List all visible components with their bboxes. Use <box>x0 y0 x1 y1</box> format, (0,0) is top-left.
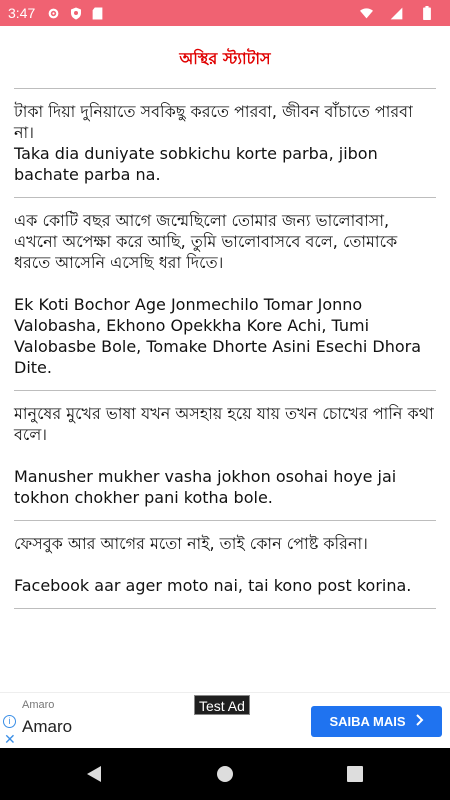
clock: 3:47 <box>8 5 36 21</box>
chevron-right-icon <box>416 714 424 729</box>
status-text-latin: Facebook aar ager moto nai, tai kono post korina. <box>14 576 412 595</box>
recents-icon[interactable] <box>345 764 365 784</box>
status-text-bengali: এক কোটি বছর আগে জন্মেছিলো তোমার জন্য ভালোবাসা, এখনো অপেক্ষা করে আছি, তুমি ভালোবাসবে বলে, তোমাকে ধরতে আসেনি এসেছি ধরা দিতে। <box>14 211 403 272</box>
list-item[interactable] <box>0 391 450 520</box>
sd-card-icon <box>91 7 104 20</box>
ad-info-icon[interactable]: i <box>3 715 16 728</box>
test-ad-badge: Test Ad <box>194 695 250 715</box>
ad-cta-label: SAIBA MAIS <box>329 714 406 729</box>
ad-advertiser-small: Amaro <box>22 699 55 711</box>
home-icon[interactable] <box>215 764 235 784</box>
divider <box>14 608 436 609</box>
status-text-latin: Taka dia duniyate sobkichu korte parba, jibon bachate parba na. <box>14 144 383 184</box>
list-item[interactable] <box>0 198 450 390</box>
status-text-latin: Ek Koti Bochor Age Jonmechilo Tomar Jonno Valobasha, Ekhono Opekkha Kore Achi, Tumi Valobasbe Bole, Tomake Dhorte Asini Esechi Dhora Dite. <box>14 295 427 377</box>
status-text-bengali: মানুষের মুখের ভাষা যখন অসহায় হয়ে যায় তখন চোখের পানি কথা বলে। <box>14 404 439 444</box>
list-item[interactable] <box>0 521 450 608</box>
ad-advertiser-name[interactable]: Amaro <box>22 717 73 736</box>
status-list[interactable] <box>0 88 450 692</box>
status-text-bengali: ফেসবুক আর আগের মতো নাই, তাই কোন পোষ্ট করিনা। <box>14 534 368 553</box>
status-bar <box>0 0 450 26</box>
battery-icon <box>420 7 433 20</box>
shield-icon <box>69 7 82 20</box>
signal-icon <box>390 7 403 20</box>
status-text-bengali: টাকা দিয়া দুনিয়াতে সবকিছু করতে পারবা, জীবন বাঁচাতে পারবা না। <box>14 102 418 142</box>
list-item[interactable] <box>0 89 450 197</box>
wifi-icon <box>360 7 373 20</box>
status-text-latin: Manusher mukher vasha jokhon osohai hoye jai tokhon chokher pani kotha bole. <box>14 467 402 507</box>
page-title: অস্থির স্ট্যাটাস <box>179 49 271 68</box>
ad-cta-button[interactable] <box>311 706 442 737</box>
back-icon[interactable] <box>84 764 104 784</box>
gear-icon <box>47 7 60 20</box>
navigation-bar <box>0 748 450 800</box>
ad-close-icon[interactable]: ✕ <box>4 731 16 747</box>
ad-banner[interactable] <box>0 692 450 748</box>
